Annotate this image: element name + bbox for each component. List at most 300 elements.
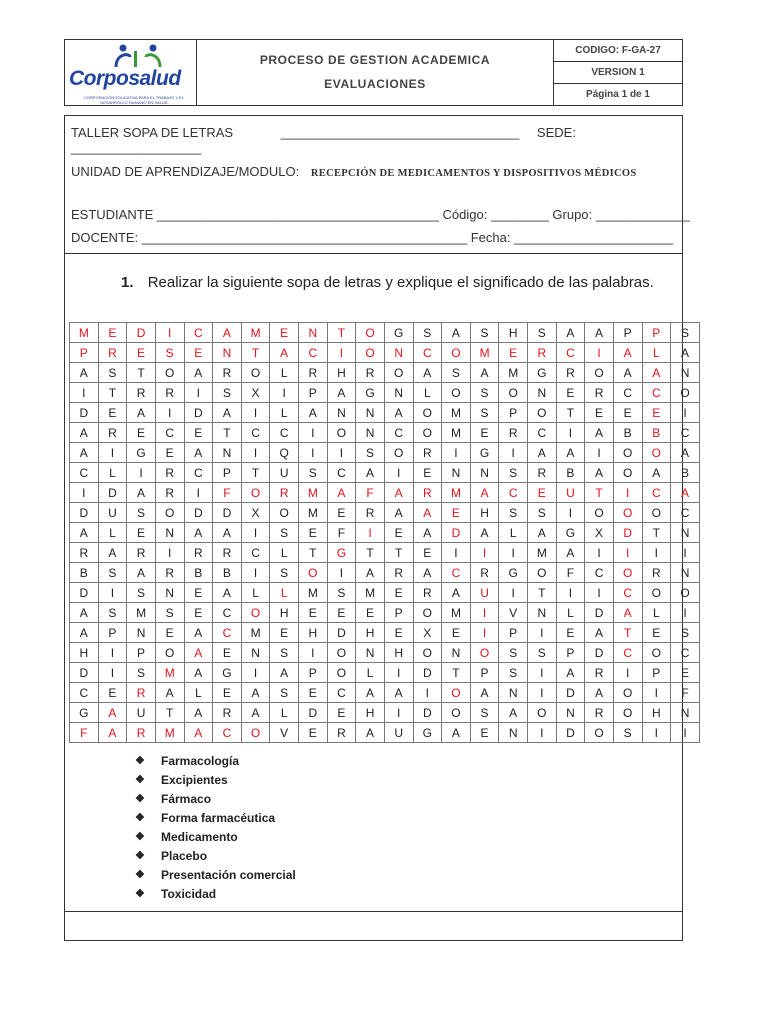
grid-cell[interactable]: O	[499, 383, 528, 403]
grid-cell[interactable]: O	[155, 363, 184, 383]
grid-cell[interactable]: I	[470, 543, 499, 563]
grid-cell[interactable]: A	[585, 423, 614, 443]
grid-cell[interactable]: P	[613, 323, 642, 343]
grid-cell[interactable]: E	[528, 483, 557, 503]
grid-cell[interactable]: A	[270, 663, 299, 683]
grid-cell[interactable]: U	[270, 463, 299, 483]
grid-cell[interactable]: D	[98, 483, 127, 503]
grid-cell[interactable]: P	[499, 403, 528, 423]
grid-cell[interactable]: R	[413, 583, 442, 603]
grid-cell[interactable]: H	[327, 363, 356, 383]
grid-cell[interactable]: A	[556, 443, 585, 463]
grid-cell[interactable]: L	[642, 603, 671, 623]
grid-cell[interactable]: C	[384, 423, 413, 443]
grid-cell[interactable]: P	[299, 663, 328, 683]
grid-cell[interactable]: A	[470, 683, 499, 703]
grid-cell[interactable]: A	[556, 543, 585, 563]
grid-cell[interactable]: R	[299, 363, 328, 383]
grid-cell[interactable]: E	[327, 503, 356, 523]
grid-cell[interactable]: I	[70, 383, 99, 403]
grid-cell[interactable]: F	[70, 723, 99, 743]
grid-cell[interactable]: T	[442, 663, 471, 683]
grid-cell[interactable]: S	[499, 643, 528, 663]
grid-cell[interactable]: A	[356, 463, 385, 483]
grid-cell[interactable]: A	[127, 563, 156, 583]
grid-cell[interactable]: A	[671, 343, 700, 363]
grid-cell[interactable]: I	[671, 603, 700, 623]
grid-cell[interactable]: E	[642, 623, 671, 643]
grid-cell[interactable]: E	[299, 523, 328, 543]
grid-cell[interactable]: O	[327, 423, 356, 443]
grid-cell[interactable]: O	[299, 563, 328, 583]
grid-cell[interactable]: A	[413, 363, 442, 383]
grid-cell[interactable]: P	[384, 603, 413, 623]
grid-cell[interactable]: C	[327, 463, 356, 483]
grid-cell[interactable]: I	[499, 543, 528, 563]
grid-cell[interactable]: C	[270, 423, 299, 443]
grid-cell[interactable]: D	[613, 523, 642, 543]
grid-cell[interactable]: A	[98, 703, 127, 723]
grid-cell[interactable]: D	[413, 703, 442, 723]
grid-cell[interactable]: P	[642, 663, 671, 683]
grid-cell[interactable]: A	[671, 483, 700, 503]
grid-cell[interactable]: L	[356, 663, 385, 683]
grid-cell[interactable]: R	[127, 543, 156, 563]
grid-cell[interactable]: C	[613, 383, 642, 403]
grid-cell[interactable]: R	[213, 703, 242, 723]
grid-cell[interactable]: N	[299, 323, 328, 343]
grid-cell[interactable]: I	[671, 403, 700, 423]
grid-cell[interactable]: Q	[270, 443, 299, 463]
grid-cell[interactable]: M	[442, 603, 471, 623]
grid-cell[interactable]: R	[213, 363, 242, 383]
grid-cell[interactable]: E	[155, 443, 184, 463]
grid-cell[interactable]: E	[413, 543, 442, 563]
grid-cell[interactable]: L	[241, 583, 270, 603]
grid-cell[interactable]: R	[70, 543, 99, 563]
grid-cell[interactable]: A	[384, 503, 413, 523]
grid-cell[interactable]: R	[155, 383, 184, 403]
grid-cell[interactable]: E	[327, 603, 356, 623]
grid-cell[interactable]: R	[499, 423, 528, 443]
grid-cell[interactable]: M	[470, 343, 499, 363]
grid-cell[interactable]: E	[556, 623, 585, 643]
grid-cell[interactable]: I	[470, 603, 499, 623]
grid-cell[interactable]: O	[241, 723, 270, 743]
grid-cell[interactable]: P	[70, 343, 99, 363]
grid-cell[interactable]: D	[556, 723, 585, 743]
grid-cell[interactable]: S	[213, 383, 242, 403]
grid-cell[interactable]: A	[184, 523, 213, 543]
grid-cell[interactable]: S	[270, 643, 299, 663]
grid-cell[interactable]: L	[98, 463, 127, 483]
grid-cell[interactable]: I	[127, 463, 156, 483]
grid-cell[interactable]: P	[556, 643, 585, 663]
grid-cell[interactable]: D	[213, 503, 242, 523]
grid-cell[interactable]: H	[470, 503, 499, 523]
grid-cell[interactable]: T	[299, 543, 328, 563]
grid-cell[interactable]: U	[127, 703, 156, 723]
grid-cell[interactable]: C	[70, 463, 99, 483]
grid-cell[interactable]: E	[499, 343, 528, 363]
grid-cell[interactable]: A	[528, 523, 557, 543]
grid-cell[interactable]: S	[98, 563, 127, 583]
grid-cell[interactable]: A	[241, 683, 270, 703]
grid-cell[interactable]: G	[470, 443, 499, 463]
grid-cell[interactable]: D	[585, 603, 614, 623]
grid-cell[interactable]: M	[155, 663, 184, 683]
grid-cell[interactable]: T	[127, 363, 156, 383]
grid-cell[interactable]: P	[299, 383, 328, 403]
grid-cell[interactable]: A	[127, 403, 156, 423]
grid-cell[interactable]: I	[585, 543, 614, 563]
grid-cell[interactable]: E	[270, 323, 299, 343]
grid-cell[interactable]: I	[241, 403, 270, 423]
grid-cell[interactable]: C	[184, 323, 213, 343]
grid-cell[interactable]: E	[470, 723, 499, 743]
grid-cell[interactable]: G	[213, 663, 242, 683]
grid-cell[interactable]: S	[671, 323, 700, 343]
grid-cell[interactable]: O	[413, 403, 442, 423]
grid-cell[interactable]: R	[155, 463, 184, 483]
grid-cell[interactable]: H	[642, 703, 671, 723]
grid-cell[interactable]: I	[499, 583, 528, 603]
grid-cell[interactable]: A	[184, 703, 213, 723]
grid-cell[interactable]: B	[70, 563, 99, 583]
grid-cell[interactable]: O	[442, 703, 471, 723]
grid-cell[interactable]: T	[155, 703, 184, 723]
grid-cell[interactable]: C	[213, 603, 242, 623]
grid-cell[interactable]: I	[556, 423, 585, 443]
grid-cell[interactable]: B	[642, 423, 671, 443]
grid-cell[interactable]: E	[470, 423, 499, 443]
grid-cell[interactable]: I	[299, 643, 328, 663]
grid-cell[interactable]: C	[642, 383, 671, 403]
grid-cell[interactable]: O	[528, 403, 557, 423]
grid-cell[interactable]: X	[585, 523, 614, 543]
grid-cell[interactable]: H	[384, 643, 413, 663]
grid-cell[interactable]: A	[556, 323, 585, 343]
grid-cell[interactable]: M	[442, 423, 471, 443]
grid-cell[interactable]: T	[213, 423, 242, 443]
grid-cell[interactable]: S	[528, 503, 557, 523]
grid-cell[interactable]: I	[270, 383, 299, 403]
grid-cell[interactable]: O	[671, 583, 700, 603]
grid-cell[interactable]: I	[585, 583, 614, 603]
grid-cell[interactable]: O	[384, 443, 413, 463]
grid-cell[interactable]: S	[155, 343, 184, 363]
grid-cell[interactable]: C	[642, 483, 671, 503]
grid-cell[interactable]: T	[241, 463, 270, 483]
grid-cell[interactable]: I	[155, 543, 184, 563]
grid-cell[interactable]: L	[642, 343, 671, 363]
grid-cell[interactable]: E	[671, 663, 700, 683]
grid-cell[interactable]: D	[70, 403, 99, 423]
grid-cell[interactable]: D	[299, 703, 328, 723]
grid-cell[interactable]: O	[413, 603, 442, 623]
grid-cell[interactable]: B	[184, 563, 213, 583]
grid-cell[interactable]: I	[470, 623, 499, 643]
grid-cell[interactable]: A	[585, 323, 614, 343]
grid-cell[interactable]: I	[241, 563, 270, 583]
grid-cell[interactable]: R	[556, 363, 585, 383]
grid-cell[interactable]: A	[442, 723, 471, 743]
grid-cell[interactable]: N	[155, 583, 184, 603]
grid-cell[interactable]: A	[642, 363, 671, 383]
grid-cell[interactable]: D	[184, 503, 213, 523]
grid-cell[interactable]: I	[98, 663, 127, 683]
grid-cell[interactable]: S	[499, 663, 528, 683]
grid-cell[interactable]: M	[299, 503, 328, 523]
grid-cell[interactable]: T	[585, 483, 614, 503]
grid-cell[interactable]: S	[127, 583, 156, 603]
grid-cell[interactable]: N	[671, 563, 700, 583]
grid-cell[interactable]: R	[98, 343, 127, 363]
grid-cell[interactable]: E	[184, 583, 213, 603]
grid-cell[interactable]: A	[613, 343, 642, 363]
grid-cell[interactable]: C	[413, 343, 442, 363]
grid-cell[interactable]: U	[98, 503, 127, 523]
grid-cell[interactable]: E	[356, 603, 385, 623]
grid-cell[interactable]: A	[184, 663, 213, 683]
grid-cell[interactable]: O	[585, 363, 614, 383]
grid-cell[interactable]: R	[384, 563, 413, 583]
grid-cell[interactable]: E	[184, 603, 213, 623]
grid-cell[interactable]: A	[184, 363, 213, 383]
grid-cell[interactable]: L	[270, 543, 299, 563]
grid-cell[interactable]: G	[499, 563, 528, 583]
grid-cell[interactable]: A	[384, 403, 413, 423]
grid-cell[interactable]: A	[528, 443, 557, 463]
grid-cell[interactable]: S	[499, 463, 528, 483]
grid-cell[interactable]: R	[270, 483, 299, 503]
grid-cell[interactable]: M	[356, 583, 385, 603]
grid-cell[interactable]: A	[184, 643, 213, 663]
grid-cell[interactable]: M	[442, 403, 471, 423]
grid-cell[interactable]: S	[299, 463, 328, 483]
grid-cell[interactable]: E	[98, 403, 127, 423]
grid-cell[interactable]: G	[413, 723, 442, 743]
grid-cell[interactable]: D	[413, 663, 442, 683]
grid-cell[interactable]: T	[241, 343, 270, 363]
grid-cell[interactable]: R	[356, 363, 385, 383]
grid-cell[interactable]: O	[241, 363, 270, 383]
grid-cell[interactable]: C	[556, 343, 585, 363]
grid-cell[interactable]: A	[184, 443, 213, 463]
grid-cell[interactable]: I	[299, 423, 328, 443]
grid-cell[interactable]: A	[327, 383, 356, 403]
grid-cell[interactable]: A	[127, 483, 156, 503]
grid-cell[interactable]: O	[642, 503, 671, 523]
grid-cell[interactable]: S	[470, 383, 499, 403]
grid-cell[interactable]: R	[213, 543, 242, 563]
grid-cell[interactable]: I	[613, 663, 642, 683]
grid-cell[interactable]: N	[671, 523, 700, 543]
grid-cell[interactable]: C	[70, 683, 99, 703]
grid-cell[interactable]: L	[413, 383, 442, 403]
grid-cell[interactable]: A	[585, 683, 614, 703]
grid-cell[interactable]: L	[270, 403, 299, 423]
grid-cell[interactable]: E	[155, 623, 184, 643]
grid-cell[interactable]: G	[356, 383, 385, 403]
grid-cell[interactable]: A	[70, 423, 99, 443]
grid-cell[interactable]: I	[671, 543, 700, 563]
grid-cell[interactable]: S	[528, 323, 557, 343]
grid-cell[interactable]: N	[384, 343, 413, 363]
grid-cell[interactable]: T	[642, 523, 671, 543]
grid-cell[interactable]: O	[528, 563, 557, 583]
grid-cell[interactable]: O	[671, 383, 700, 403]
grid-cell[interactable]: A	[184, 623, 213, 643]
grid-cell[interactable]: S	[155, 603, 184, 623]
grid-cell[interactable]: I	[556, 583, 585, 603]
grid-cell[interactable]: A	[213, 323, 242, 343]
grid-cell[interactable]: S	[270, 523, 299, 543]
grid-cell[interactable]: O	[442, 683, 471, 703]
grid-cell[interactable]: E	[413, 463, 442, 483]
grid-cell[interactable]: I	[155, 323, 184, 343]
grid-cell[interactable]: A	[213, 583, 242, 603]
grid-cell[interactable]: I	[184, 483, 213, 503]
grid-cell[interactable]: A	[70, 523, 99, 543]
grid-cell[interactable]: I	[155, 403, 184, 423]
grid-cell[interactable]: V	[499, 603, 528, 623]
grid-cell[interactable]: O	[585, 503, 614, 523]
grid-cell[interactable]: I	[184, 383, 213, 403]
grid-cell[interactable]: O	[327, 643, 356, 663]
grid-cell[interactable]: H	[499, 323, 528, 343]
grid-cell[interactable]: O	[613, 443, 642, 463]
grid-cell[interactable]: C	[613, 643, 642, 663]
grid-cell[interactable]: F	[327, 523, 356, 543]
grid-cell[interactable]: V	[270, 723, 299, 743]
grid-cell[interactable]: A	[413, 523, 442, 543]
grid-cell[interactable]: A	[356, 563, 385, 583]
grid-cell[interactable]: P	[470, 663, 499, 683]
grid-cell[interactable]: C	[213, 623, 242, 643]
grid-cell[interactable]: R	[155, 483, 184, 503]
grid-cell[interactable]: E	[442, 503, 471, 523]
grid-cell[interactable]: X	[241, 383, 270, 403]
grid-cell[interactable]: A	[299, 403, 328, 423]
grid-cell[interactable]: N	[384, 383, 413, 403]
grid-cell[interactable]: H	[356, 703, 385, 723]
grid-cell[interactable]: R	[98, 423, 127, 443]
grid-cell[interactable]: E	[98, 323, 127, 343]
grid-cell[interactable]: H	[70, 643, 99, 663]
grid-cell[interactable]: C	[499, 483, 528, 503]
grid-cell[interactable]: O	[613, 463, 642, 483]
grid-cell[interactable]: D	[442, 523, 471, 543]
grid-cell[interactable]: M	[241, 323, 270, 343]
grid-cell[interactable]: S	[470, 403, 499, 423]
grid-cell[interactable]: C	[671, 503, 700, 523]
grid-cell[interactable]: O	[613, 683, 642, 703]
grid-cell[interactable]: F	[213, 483, 242, 503]
grid-cell[interactable]: E	[384, 523, 413, 543]
grid-cell[interactable]: E	[299, 683, 328, 703]
grid-cell[interactable]: E	[213, 643, 242, 663]
grid-cell[interactable]: A	[327, 483, 356, 503]
grid-cell[interactable]: L	[499, 523, 528, 543]
grid-cell[interactable]: A	[384, 483, 413, 503]
grid-cell[interactable]: N	[356, 643, 385, 663]
grid-cell[interactable]: G	[556, 523, 585, 543]
grid-cell[interactable]: D	[70, 663, 99, 683]
grid-cell[interactable]: I	[98, 443, 127, 463]
grid-cell[interactable]: C	[671, 423, 700, 443]
grid-cell[interactable]: I	[241, 523, 270, 543]
grid-cell[interactable]: L	[270, 363, 299, 383]
grid-cell[interactable]: N	[671, 363, 700, 383]
grid-cell[interactable]: A	[442, 323, 471, 343]
grid-cell[interactable]: E	[127, 423, 156, 443]
grid-cell[interactable]: U	[384, 723, 413, 743]
grid-cell[interactable]: N	[556, 703, 585, 723]
grid-cell[interactable]: C	[155, 423, 184, 443]
grid-cell[interactable]: I	[613, 543, 642, 563]
grid-cell[interactable]: A	[155, 683, 184, 703]
grid-cell[interactable]: A	[470, 523, 499, 543]
grid-cell[interactable]: E	[613, 403, 642, 423]
grid-cell[interactable]: E	[270, 623, 299, 643]
grid-cell[interactable]: I	[356, 523, 385, 543]
grid-cell[interactable]: I	[384, 663, 413, 683]
grid-cell[interactable]: U	[470, 583, 499, 603]
grid-cell[interactable]: O	[356, 323, 385, 343]
grid-cell[interactable]: A	[213, 403, 242, 423]
grid-cell[interactable]: O	[585, 723, 614, 743]
grid-cell[interactable]: I	[642, 723, 671, 743]
grid-cell[interactable]: C	[442, 563, 471, 583]
grid-cell[interactable]: O	[155, 643, 184, 663]
grid-cell[interactable]: C	[213, 723, 242, 743]
grid-cell[interactable]: L	[98, 523, 127, 543]
grid-cell[interactable]: A	[70, 623, 99, 643]
grid-cell[interactable]: S	[270, 563, 299, 583]
grid-cell[interactable]: O	[642, 643, 671, 663]
grid-cell[interactable]: E	[184, 423, 213, 443]
grid-cell[interactable]: L	[270, 703, 299, 723]
grid-cell[interactable]: N	[470, 463, 499, 483]
grid-cell[interactable]: C	[613, 583, 642, 603]
grid-cell[interactable]: A	[642, 463, 671, 483]
grid-cell[interactable]: E	[384, 623, 413, 643]
grid-cell[interactable]: U	[556, 483, 585, 503]
grid-cell[interactable]: E	[585, 403, 614, 423]
grid-cell[interactable]: O	[470, 643, 499, 663]
grid-cell[interactable]: M	[499, 363, 528, 383]
grid-cell[interactable]: B	[613, 423, 642, 443]
grid-cell[interactable]: M	[299, 583, 328, 603]
grid-cell[interactable]: I	[327, 343, 356, 363]
grid-cell[interactable]: R	[356, 503, 385, 523]
grid-cell[interactable]: N	[442, 463, 471, 483]
grid-cell[interactable]: S	[127, 663, 156, 683]
grid-cell[interactable]: N	[241, 643, 270, 663]
grid-cell[interactable]: I	[98, 583, 127, 603]
grid-cell[interactable]: I	[442, 443, 471, 463]
grid-cell[interactable]: A	[556, 663, 585, 683]
grid-cell[interactable]: O	[613, 563, 642, 583]
grid-cell[interactable]: R	[528, 343, 557, 363]
grid-cell[interactable]: I	[327, 443, 356, 463]
grid-cell[interactable]: N	[499, 723, 528, 743]
grid-cell[interactable]: I	[528, 663, 557, 683]
grid-cell[interactable]: S	[499, 503, 528, 523]
grid-cell[interactable]: N	[127, 623, 156, 643]
grid-cell[interactable]: S	[470, 703, 499, 723]
